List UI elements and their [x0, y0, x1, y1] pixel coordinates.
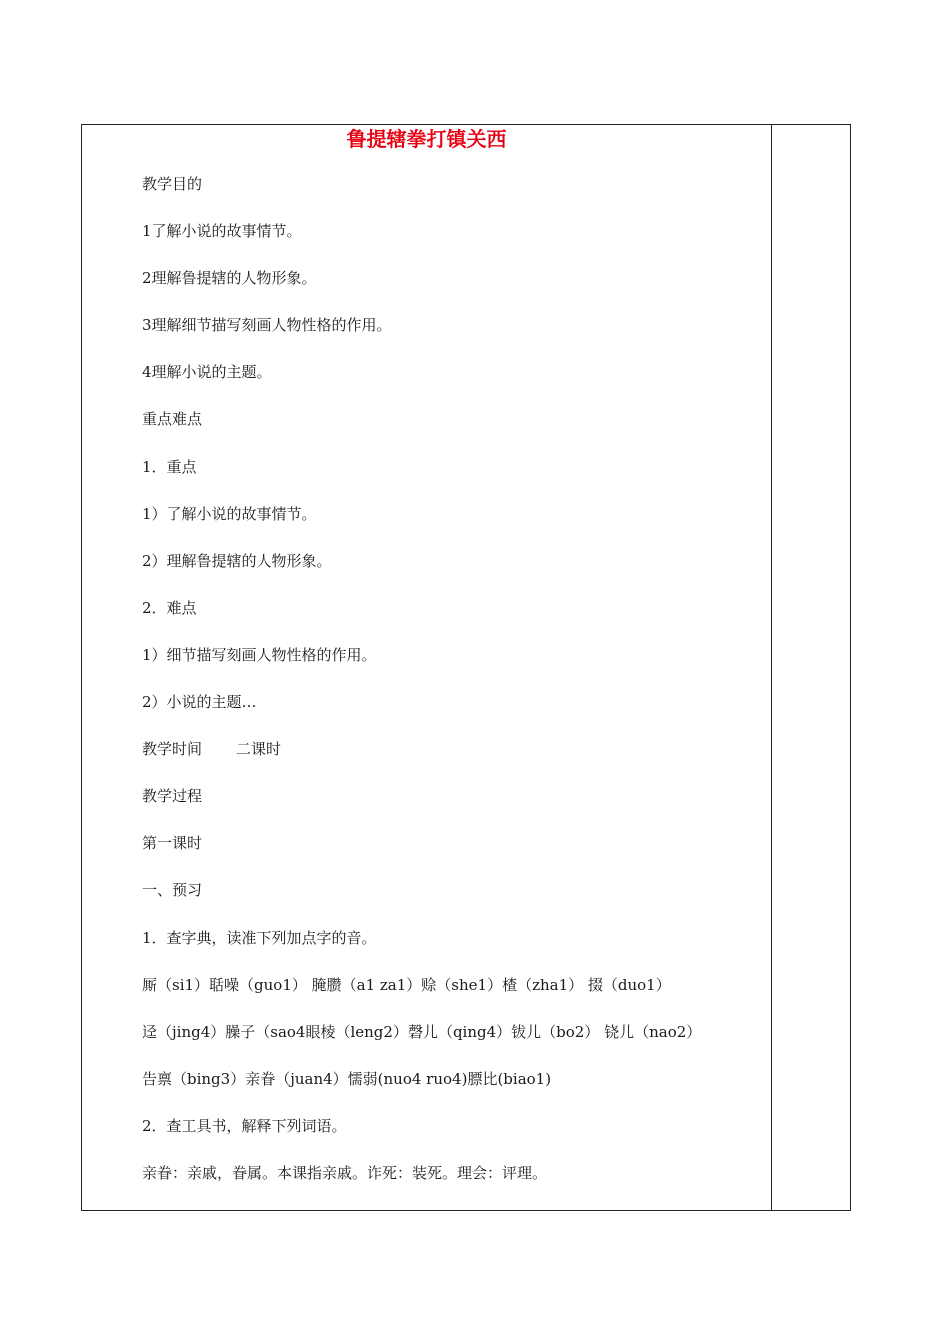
teaching-time-line	[142, 737, 762, 784]
preview-task: 2．查工具书，解释下列词语。	[142, 1116, 347, 1135]
objective-item: 2理解鲁提辖的人物形象。	[142, 269, 317, 288]
document-body	[142, 172, 762, 1208]
teaching-time-label: 教学时间	[142, 740, 203, 759]
lesson-heading: 第一课时	[142, 834, 203, 853]
objective-item: 4理解小说的主题。	[142, 363, 272, 382]
subheading-key: 1．重点	[142, 457, 197, 476]
difficult-point-item: 2）小说的主题…	[142, 693, 257, 712]
section-heading-key-points: 重点难点	[142, 410, 203, 429]
pronunciation-line: 迳（jing4）臊子（sao4眼棱（leng2）磬儿（qing4）钹儿（bo2） 铙儿（nao2）	[142, 1022, 702, 1041]
key-point-item: 2）理解鲁提辖的人物形象。	[142, 551, 332, 570]
definition-line: 亲眷：亲戚，眷属。本课指亲戚。诈死：装死。理会：评理。	[142, 1163, 548, 1182]
objective-item: 3理解细节描写刻画人物性格的作用。	[142, 316, 392, 335]
document-table	[81, 124, 851, 1211]
preview-task: 1．查字典，读准下列加点字的音。	[142, 928, 377, 947]
pronunciation-line: 厮（si1）聒噪（guo1） 腌臜（a1 za1）赊（she1）楂（zha1） 掇（duo1）	[142, 975, 671, 994]
side-column-divider	[771, 125, 772, 1210]
section-heading-process: 教学过程	[142, 787, 203, 806]
teaching-time-value: 二课时	[236, 740, 282, 759]
section-heading-objectives: 教学目的	[142, 175, 203, 193]
objective-item: 1了解小说的故事情节。	[142, 222, 302, 241]
pronunciation-line: 告禀（bing3）亲眷（juan4）懦弱(nuo4 ruo4)膘比(biao1)	[142, 1069, 552, 1088]
preview-heading: 一、预习	[142, 881, 203, 900]
difficult-point-item: 1）细节描写刻画人物性格的作用。	[142, 645, 377, 664]
key-point-item: 1）了解小说的故事情节。	[142, 504, 317, 523]
subheading-difficult: 2．难点	[142, 598, 197, 617]
document-title: 鲁提辖拳打镇关西	[346, 127, 507, 151]
